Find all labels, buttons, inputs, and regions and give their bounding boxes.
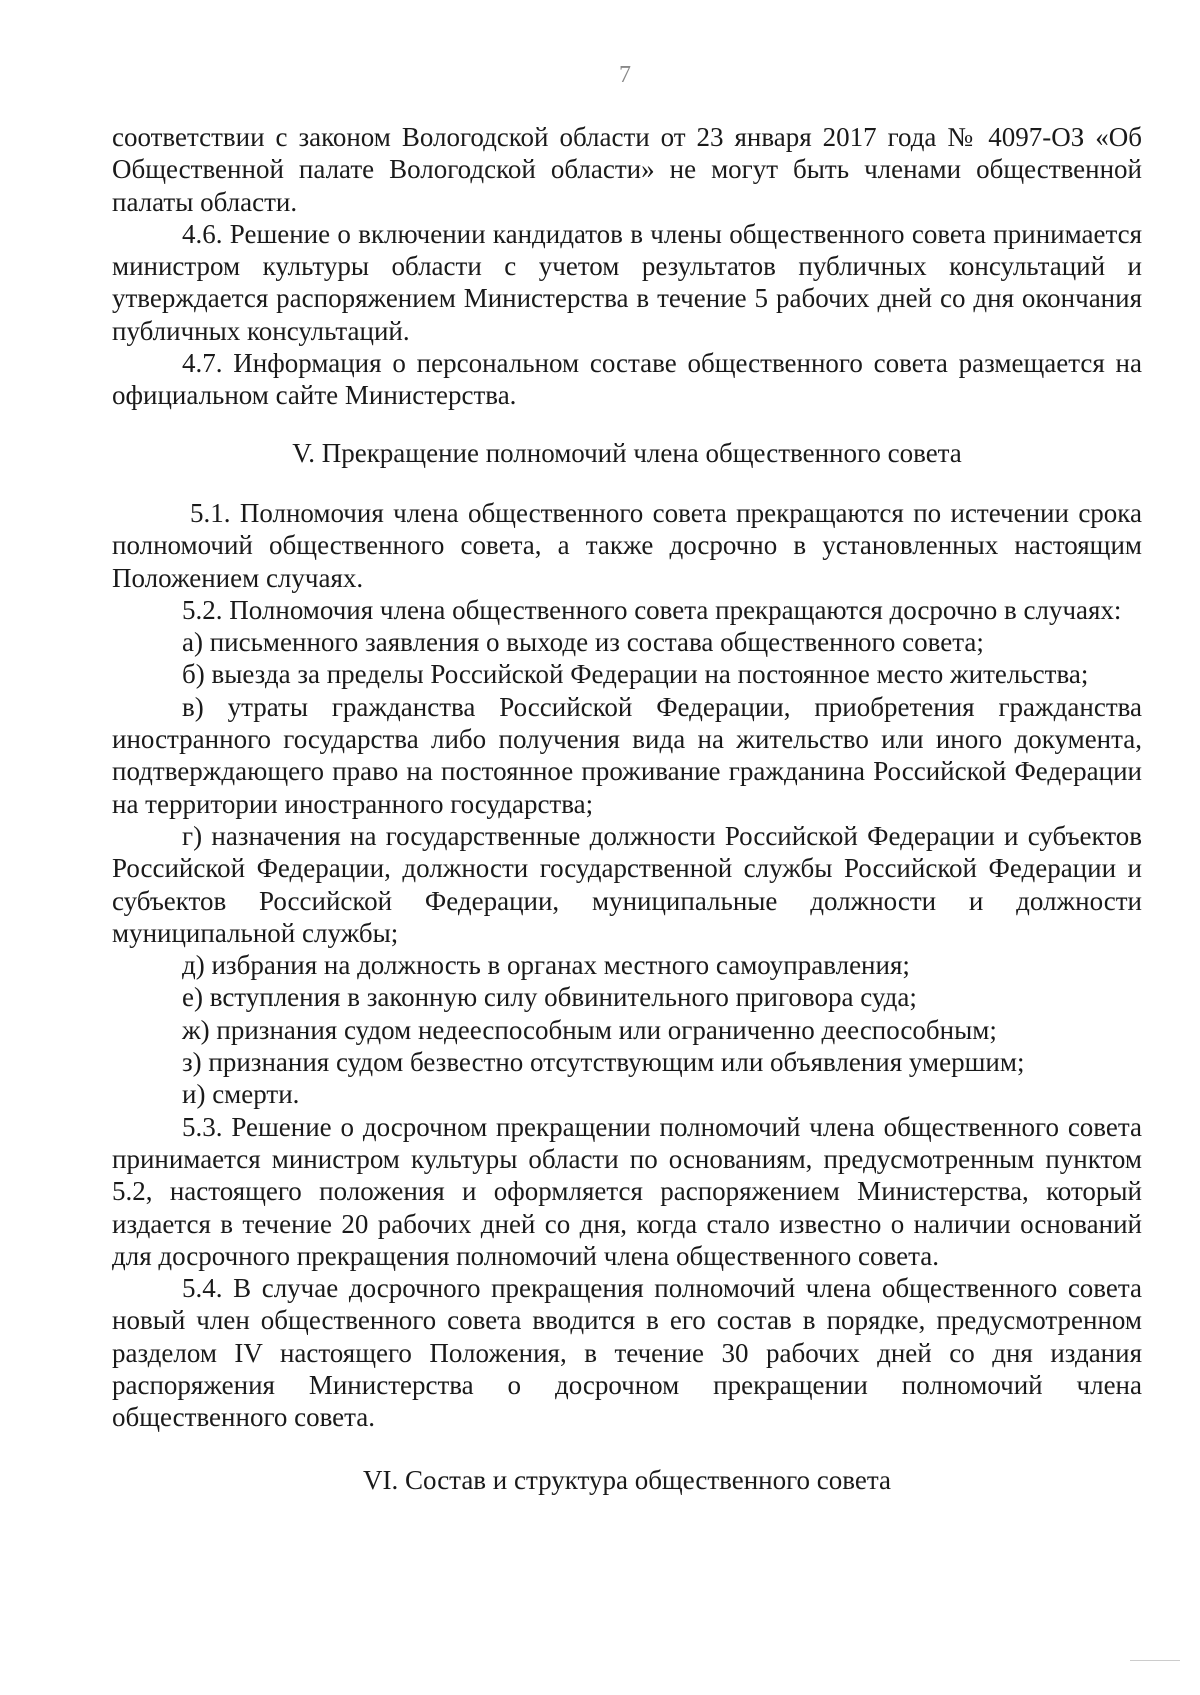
list-item-a: а) письменного заявления о выходе из состава общественного совета;	[182, 627, 984, 658]
document-body	[112, 121, 1142, 1496]
list-item-e: е) вступления в законную силу обвинительного приговора суда;	[182, 982, 917, 1013]
paragraph-4-7: 4.7. Информация о персональном составе общественного совета размещается на официальном сайте Министерства.	[112, 348, 1142, 411]
list-item-d: д) избрания на должность в органах местного самоуправления;	[182, 950, 910, 981]
paragraph-5-3: 5.3. Решение о досрочном прекращении полномочий члена общественного совета принимается министром культуры области по основаниям, предусмотренным пунктом 5.2, настоящего положения и оформляется распоряжением Министерства, который издается в течение 20 рабочих дней со дня, когда стало известно о наличии оснований для досрочного прекращения полномочий члена общественного совета.	[112, 1111, 1142, 1271]
section-vi-heading: VI. Состав и структура общественного совета	[363, 1464, 891, 1495]
paragraph-5-4: 5.4. В случае досрочного прекращения полномочий члена общественного совета новый член общественного совета вводится в его состав в порядке, предусмотренном разделом IV настоящего Положения, в течение 30 рабочих дней со дня издания распоряжения Министерства о досрочном прекращении полномочий члена общественного совета.	[112, 1273, 1142, 1433]
list-item-i: и) смерти.	[182, 1079, 300, 1110]
scan-artifact-line	[1130, 1660, 1180, 1661]
paragraph-continuation: соответствии с законом Вологодской области от 23 января 2017 года № 4097-ОЗ «Об Общественной палате Вологодской области» не могут быть членами общественной палаты области.	[112, 122, 1142, 217]
list-item-zh: ж) признания судом недееспособным или ограниченно дееспособным;	[182, 1014, 997, 1045]
list-item-g: г) назначения на государственные должности Российской Федерации и субъектов Российской Федерации, должности государственной службы Российской Федерации и субъектов Российской Федерации, муниципальные должности и должности муниципальной службы;	[112, 820, 1142, 948]
list-item-v: в) утраты гражданства Российской Федерации, приобретения гражданства иностранного государства либо получения вида на жительство или иного документа, подтверждающего право на постоянное проживание гражданина Российской Федерации на территории иностранного государства;	[112, 691, 1142, 819]
section-v-heading: V. Прекращение полномочий члена общественного совета	[292, 437, 962, 468]
list-item-z: з) признания судом безвестно отсутствующим или объявления умершим;	[182, 1047, 1025, 1078]
paragraph-5-2: 5.2. Полномочия члена общественного совета прекращаются досрочно в случаях:	[182, 594, 1122, 625]
paragraph-5-1: 5.1. Полномочия члена общественного совета прекращаются по истечении срока полномочий общественного совета, а также досрочно в установленных настоящим Положением случаях.	[112, 497, 1142, 593]
page-number: 7	[619, 62, 631, 88]
list-item-b: б) выезда за пределы Российской Федерации на постоянное место жительства;	[182, 659, 1089, 690]
paragraph-4-6: 4.6. Решение о включении кандидатов в члены общественного совета принимается министром культуры области с учетом результатов публичных консультаций и утверждается распоряжением Министерства в течение 5 рабочих дней со дня окончания публичных консультаций.	[112, 218, 1142, 346]
